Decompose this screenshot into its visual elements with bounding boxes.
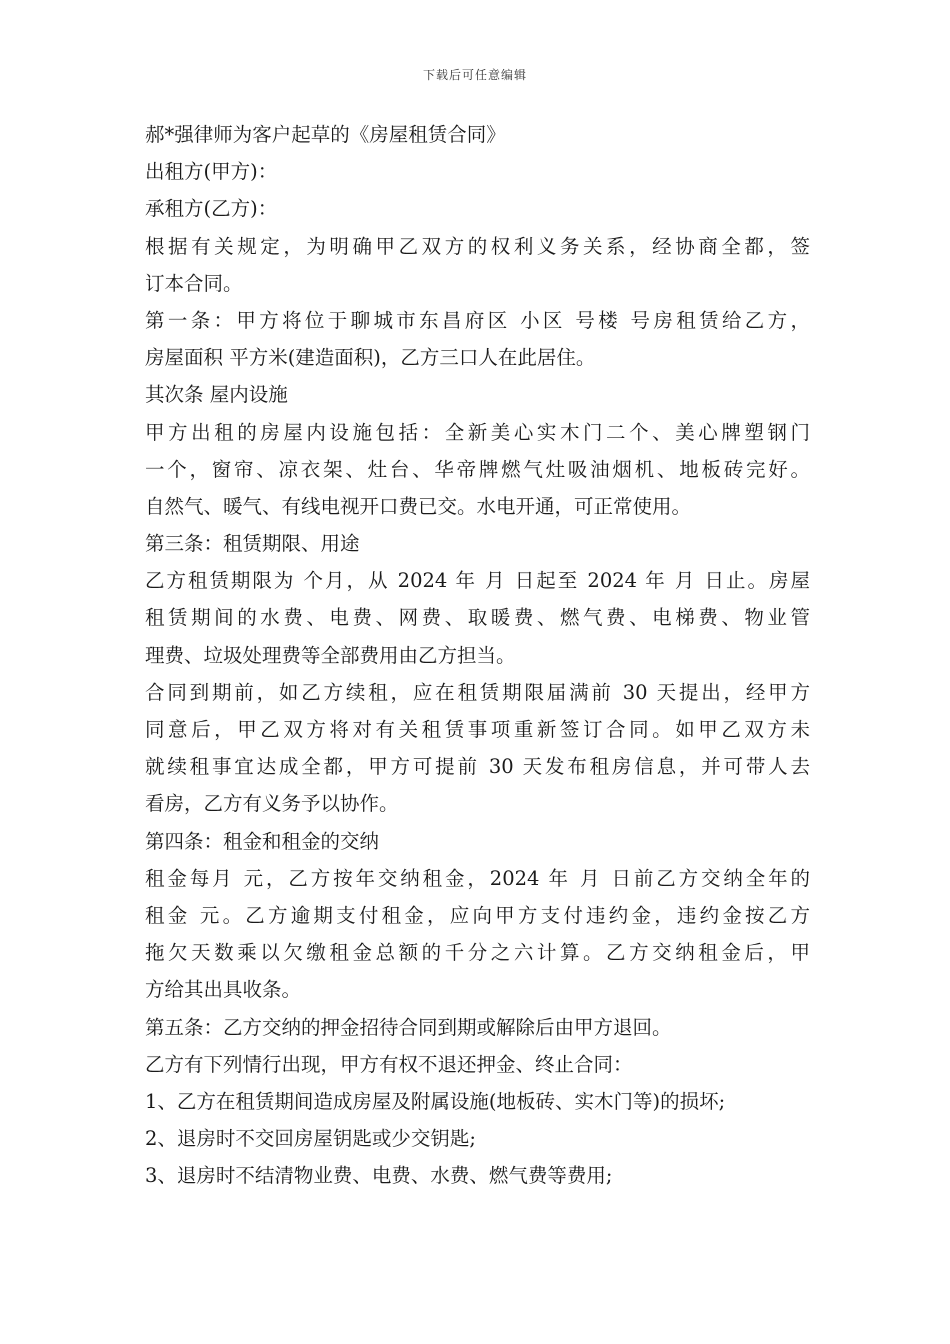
text-line: 第一条：甲方将位于聊城市东昌府区 小区 号楼 号房租赁给乙方， (145, 308, 810, 332)
text-line: 第五条：乙方交纳的押金招待合同到期或解除后由甲方退回。 (145, 1015, 672, 1039)
text-line: 房屋面积 平方米(建造面积)，乙方三口人在此居住。 (145, 346, 596, 370)
text-line: 租金 元。乙方逾期支付租金，应向甲方支付违约金，违约金按乙方 (145, 903, 810, 927)
text-line: 租赁期间的水费、电费、网费、取暖费、燃气费、电梯费、物业管 (145, 606, 810, 630)
text-line: 租金每月 元，乙方按年交纳租金，2024 年 月 日前乙方交纳全年的 (145, 866, 810, 890)
text-line: 就续租事宜达成全都，甲方可提前 30 天发布租房信息，并可带人去 (145, 755, 810, 779)
text-line: 其次条 屋内设施 (145, 383, 288, 407)
text-line: 根据有关规定，为明确甲乙双方的权利义务关系，经协商全都，签 (145, 234, 810, 258)
text-line: 自然气、暖气、有线电视开口费已交。水电开通，可正常使用。 (145, 494, 692, 518)
text-line: 同意后，甲乙双方将对有关租赁事项重新签订合同。如甲乙双方未 (145, 718, 810, 741)
text-line: 理费、垃圾处理费等全部费用由乙方担当。 (145, 643, 516, 667)
document-body (145, 116, 810, 1194)
text-line: 订本合同。 (145, 271, 243, 295)
text-line: 拖欠天数乘以欠缴租金总额的千分之六计算。乙方交纳租金后，甲 (145, 941, 810, 965)
text-line: 承租方(乙方)： (145, 197, 278, 221)
header-note: 下载后可任意编辑 (422, 68, 527, 82)
text-line: 一个，窗帘、凉衣架、灶台、华帝牌燃气灶吸油烟机、地板砖完好。 (145, 457, 810, 481)
text-line: 第四条：租金和租金的交纳 (145, 829, 380, 853)
text-line: 出租方(甲方)： (145, 160, 278, 184)
text-line: 乙方有下列情行出现，甲方有权不退还押金、终止合同： (145, 1052, 633, 1076)
text-line: 甲方出租的房屋内设施包括：全新美心实木门二个、美心牌塑钢门 (145, 420, 810, 444)
document-title: 郝*强律师为客户起草的《房屋租赁合同》 (145, 123, 506, 146)
text-line: 第三条：租赁期限、用途 (145, 532, 360, 556)
text-line: 乙方租赁期限为 个月，从 2024 年 月 日起至 2024 年 月 日止。房屋 (145, 569, 810, 593)
text-line: 合同到期前，如乙方续租，应在租赁期限届满前 30 天提出，经甲方 (145, 680, 810, 704)
text-line: 看房，乙方有义务予以协作。 (145, 792, 399, 816)
text-line: 方给其出具收条。 (145, 978, 302, 1002)
text-line: 3、退房时不结清物业费、电费、水费、燃气费等费用; (145, 1164, 613, 1188)
text-line: 1、乙方在租赁期间造成房屋及附属设施(地板砖、实木门等)的损坏; (145, 1089, 726, 1113)
text-line: 2、退房时不交回房屋钥匙或少交钥匙; (145, 1127, 476, 1151)
